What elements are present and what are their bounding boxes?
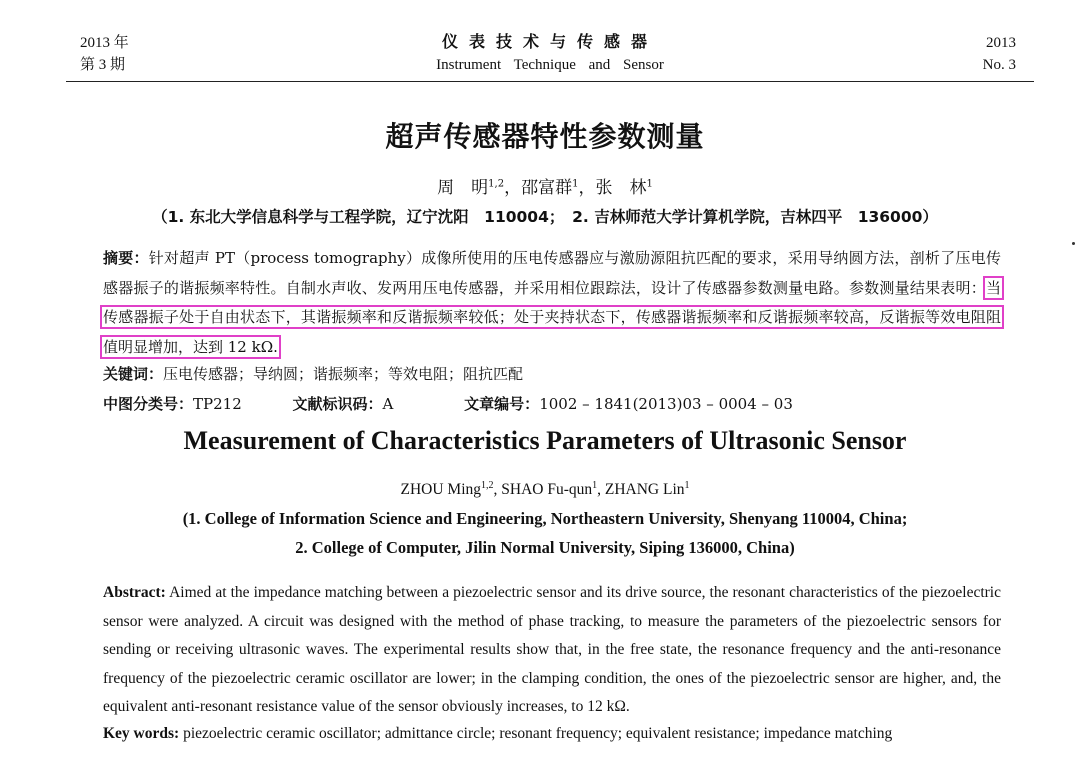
authors-en: ZHOU Ming$^{1,2}$, SHAO Fu-qun$^1$, ZHANG Lin$^1$ [400,480,690,499]
author-2-en-sup: 1 [592,480,598,491]
keywords-cn-label: 关键词： [103,365,164,383]
author-3-cn: 张 林 [595,178,647,198]
author-1-en-sup: 1,2 [481,480,494,491]
clc-value: TP212 [193,395,242,413]
abstract-en [103,579,1001,722]
abstract-en-text: Aimed at the impedance matching between a piezoelectric sensor and its drive source, the resonant characteristics of the piezoelectric sensor were analyzed. A circuit was designed with the method of phase tracking, to measure the parameters of the piezoelectric sensors for sending or receiving ultrasonic waves. The experimental results show that, in the free state, the resonance frequency and the anti-resonance frequency of the piezoelectric ceramic oscillator are lower; in the clamping condition, the ones of the piezoelectric sensor are higher, and, the equivalent anti-resonant resistance value of the sensor obviously increases, to 12 kΩ. [103,584,1001,715]
clc-number [103,392,242,416]
keywords-en-text: piezoelectric ceramic oscillator; admittance circle; resonant frequency; equivalent resistance; impedance matching [183,725,893,742]
affiliation-en-2: 2. College of Computer, Jilin Normal University, Siping 136000, China) [295,538,795,557]
header-center [66,32,1034,76]
keywords-cn-text: 压电传感器；导纳圆；谐振频率；等效电阻；阻抗匹配 [163,365,524,383]
journal-name-en: Instrument Technique and Sensor [436,57,664,73]
abstract-cn-text: 针对超声 PT（process tomography）成像所使用的压电传感器应与激励源阻抗匹配的要求，采用导纳圆方法，剖析了压电传感器振子的谐振频率特性。自制水声收、发两用压电传感器，并采用相位跟踪法，设计了传感器参数测量电路。参数测量结果表明： [103,249,1001,297]
clc-label: 中图分类号： [103,395,194,413]
doc-value: A [382,395,394,413]
keywords-en [103,722,1001,746]
abstract-cn-label: 摘要： [103,249,149,267]
author-1-cn-sup: 1,2 [488,178,505,190]
abstract-en-label: Abstract: [103,584,166,601]
keywords-en-label: Key words: [103,725,180,742]
header-issue-cn: 第 3 期 [80,57,126,73]
journal-header [66,30,1034,82]
header-issue-en: No. 3 [982,57,1016,73]
abstract-cn-highlight: 当传感器振子处于自由状态下，其谐振频率和反谐振频率较低；处于夹持状态下，传感器谐振频率和反谐振频率较高，反谐振等效电阻阻值明显增加，达到 12 kΩ. [103,278,1001,356]
paper-title-cn: 超声传感器特性参数测量 [385,120,705,153]
doc-label: 文献标识码： [292,395,383,413]
author-2-en: SHAO Fu-qun [501,481,593,499]
article-value: 1002 – 1841(2013)03 – 0004 – 03 [539,395,793,413]
affiliation-en-1: (1. College of Information Science and Engineering, Northeastern University, Shenyang 110004, China; [182,509,908,528]
keywords-cn [103,362,1001,386]
article-number [464,392,793,416]
journal-name-cn: 仪表技术与传感器 [441,34,658,51]
scan-speck [1072,242,1075,245]
header-rule [66,81,1034,82]
author-1-en: ZHOU Ming [400,481,481,499]
authors-cn: 周 明$^{1,2}$，邵富群$^1$，张 林$^1$ [437,178,653,198]
author-3-en-sup: 1 [684,480,690,491]
header-right [983,32,1016,76]
doc-code [293,392,394,416]
abstract-cn [103,244,1001,362]
author-3-cn-sup: 1 [646,178,653,190]
header-year-en: 2013 [986,35,1016,51]
affiliation-cn: （1. 东北大学信息科学与工程学院，辽宁沈阳 110004； 2. 吉林师范大学计算机学院，吉林四平 136000） [152,208,938,226]
author-1-cn: 周 明 [437,178,489,198]
header-year-cn: 2013 年 [80,35,129,51]
author-3-en: ZHANG Lin [604,481,685,499]
paper-title-en: Measurement of Characteristics Parameters of Ultrasonic Sensor [183,426,907,455]
classification-line [103,392,1001,416]
author-2-cn: 邵富群 [521,178,573,198]
author-2-cn-sup: 1 [572,178,579,190]
article-label: 文章编号： [464,395,540,413]
